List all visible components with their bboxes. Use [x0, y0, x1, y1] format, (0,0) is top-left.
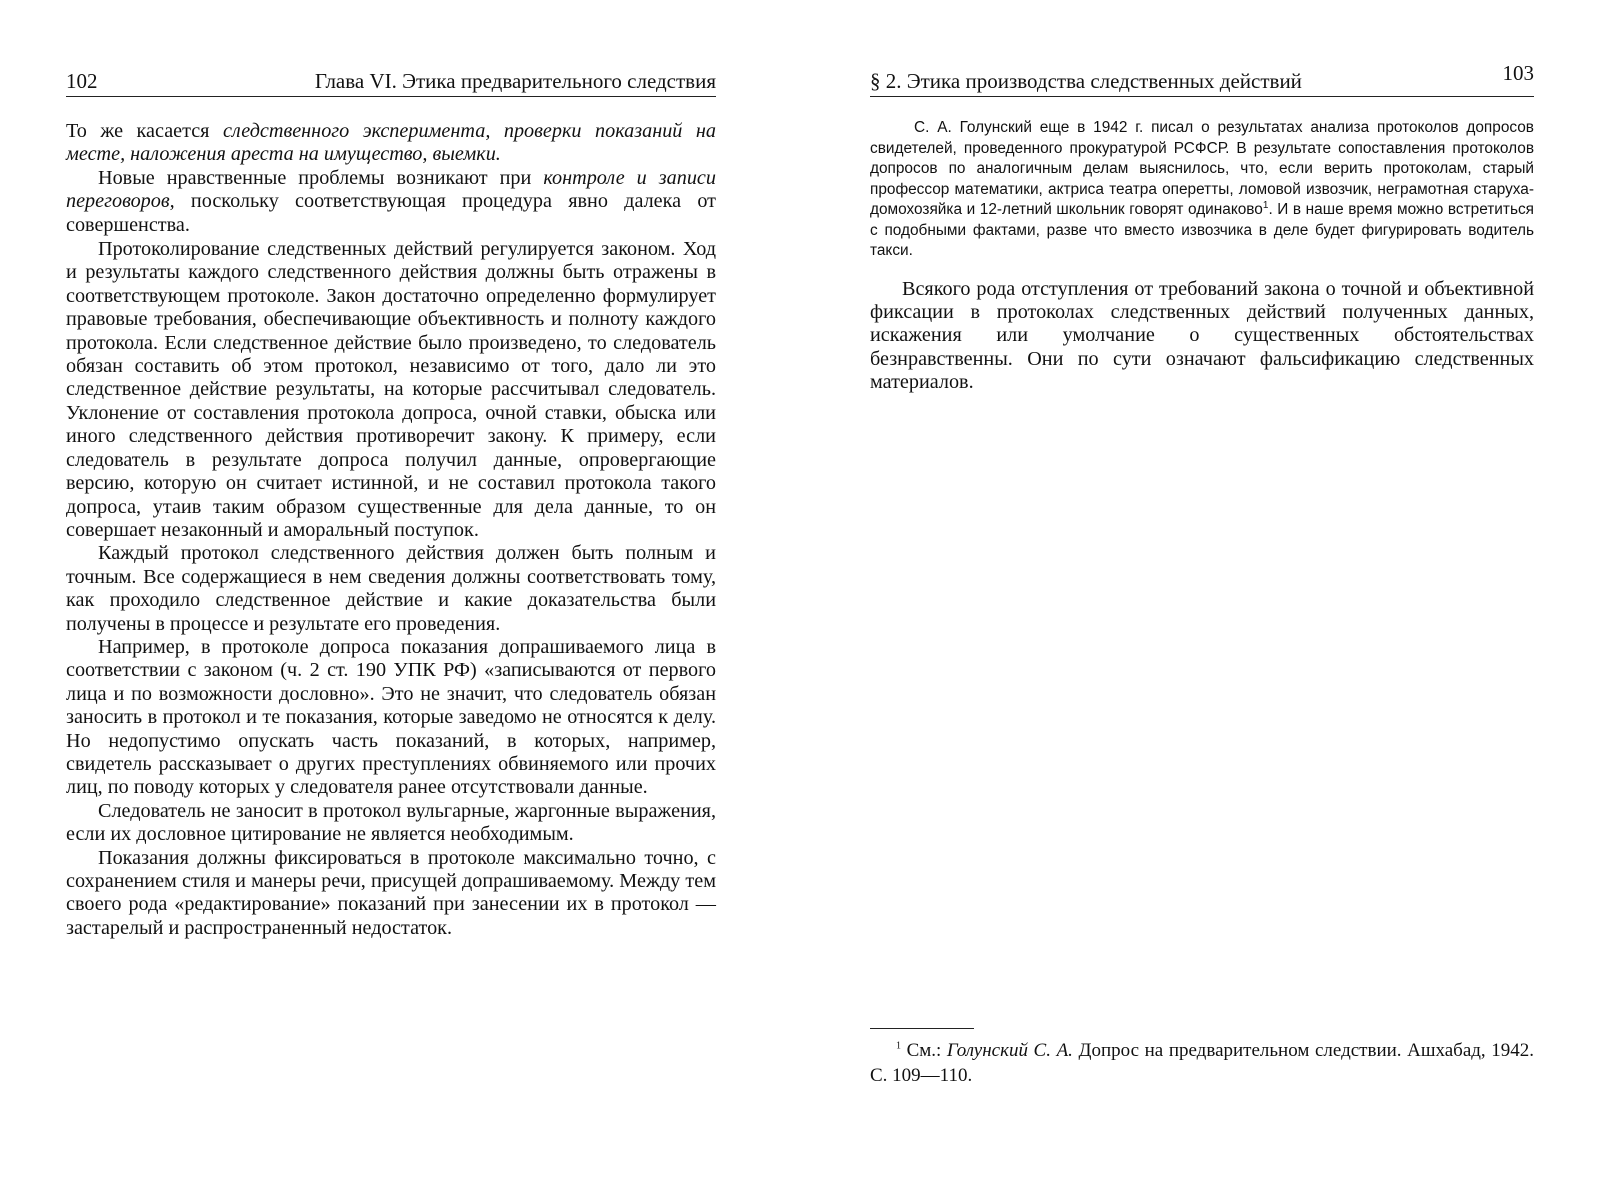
right-page-body: [870, 118, 1534, 395]
running-title: Глава VI. Этика предварительного следствия: [314, 69, 716, 93]
page-number: 102: [66, 69, 98, 93]
italic-text: контроле и записи переговоров,: [66, 166, 716, 213]
left-page: [66, 0, 716, 1181]
footnote-prefix: См.:: [901, 1040, 947, 1061]
quotation-tail: . И в наше время можно встретиться с подобными фактами, разве что вместо извозчика в деле будет фигурировать водитель такси.: [870, 201, 1534, 259]
paragraph: Показания должны фиксироваться в протоколе максимально точно, с сохранением стиля и манеры речи, присущей допрашиваемому. Между тем своего рода «редактирование» показаний при занесении их в протокол — застарелый и распространенный недостаток.: [66, 846, 716, 939]
footnote-reference: 1: [1262, 199, 1269, 211]
footnote-mark: 1: [896, 1040, 901, 1052]
left-page-header: [66, 66, 716, 97]
paragraph: Следователь не заносит в протокол вульгарные, жаргонные выражения, если их дословное цитирование не является необходимым.: [66, 799, 716, 846]
footnote: [870, 1038, 1534, 1088]
footnote-author: Голунский С. А.: [946, 1040, 1073, 1061]
paragraph-text: То же касается: [66, 120, 223, 142]
footnote-separator: [870, 1028, 974, 1029]
footnote-text: [870, 1038, 1534, 1088]
quotation-text: [870, 118, 1534, 262]
paragraph-text: поскольку соответствующая процедура явно далека от совершенства.: [66, 190, 716, 236]
right-page: [870, 0, 1534, 1181]
quotation-body: С. А. Голунский еще в 1942 г. писал о результатах анализа протоколов допросов свидетелей, проведенного прокуратурой РСФСР. В результате сопоставления протоколов допросов по аналогичным делам выяснилось, что, если верить протоколам, старый профессор математики, актриса театра оперетты, ломовой извозчик, неграмотная старуха-домохозяйка и 12-летний школьник говорят одинаково: [870, 119, 1534, 218]
left-page-body: [66, 120, 716, 940]
page-number: 103: [1502, 61, 1534, 85]
italic-text: следственного эксперимента, проверки показаний на месте, наложения ареста на имущество, выемки.: [66, 120, 717, 166]
paragraph: [66, 167, 716, 237]
paragraph-text: Новые нравственные проблемы возникают при: [98, 166, 544, 189]
paragraph: [66, 120, 716, 167]
running-title: § 2. Этика производства следственных действий: [870, 69, 1302, 93]
paragraph: Протоколирование следственных действий регулируется законом. Ход и результаты каждого следственного действия должны быть отражены в соответствующем протоколе. Закон достаточно определенно формулирует правовые требования, обеспечивающие объективность и полноту каждого протокола. Если следственное действие было произведено, то следователь обязан составить об этом протокол, независимо от того, дало ли это следственное действие результаты, на которые рассчитывал следователь. Уклонение от составления протокола допроса, очной ставки, обыска или иного следственного действия противоречит закону. К примеру, если следователь в результате допроса получил данные, опровергающие версию, которую он считает истинной, и не составил протокола такого допроса, утаив таким образом существенные для дела данные, то он совершает незаконный и аморальный поступок.: [66, 238, 716, 541]
footnote-source: Допрос на предварительном следствии. Ашхабад, 1942. С. 109—110.: [870, 1040, 1534, 1086]
quotation-block: [870, 118, 1534, 262]
paragraph: Всякого рода отступления от требований закона о точной и объективной фиксации в протоколах следственных действий полученных данных, искажения или умолчание о существенных обстоятельствах безнравственны. Они по сути означают фальсификацию следственных материалов.: [870, 277, 1534, 394]
paragraph: Например, в протоколе допроса показания допрашиваемого лица в соответствии с законом (ч. 2 ст. 190 УПК РФ) «записываются от первого лица и по возможности дословно». Это не значит, что следователь обязан заносить в протокол и те показания, которые заведомо не относятся к делу. Но недопустимо опускать часть показаний, в которых, например, свидетель рассказывает о других преступлениях обвиняемого или прочих лиц, по поводу которых у следователя ранее отсутствовали данные.: [66, 635, 716, 799]
right-page-header: [870, 61, 1534, 97]
paragraph: Каждый протокол следственного действия должен быть полным и точным. Все содержащиеся в нем сведения должны соответствовать тому, как проходило следственное действие и какие доказательства были получены в процессе и результате его проведения.: [66, 542, 716, 635]
